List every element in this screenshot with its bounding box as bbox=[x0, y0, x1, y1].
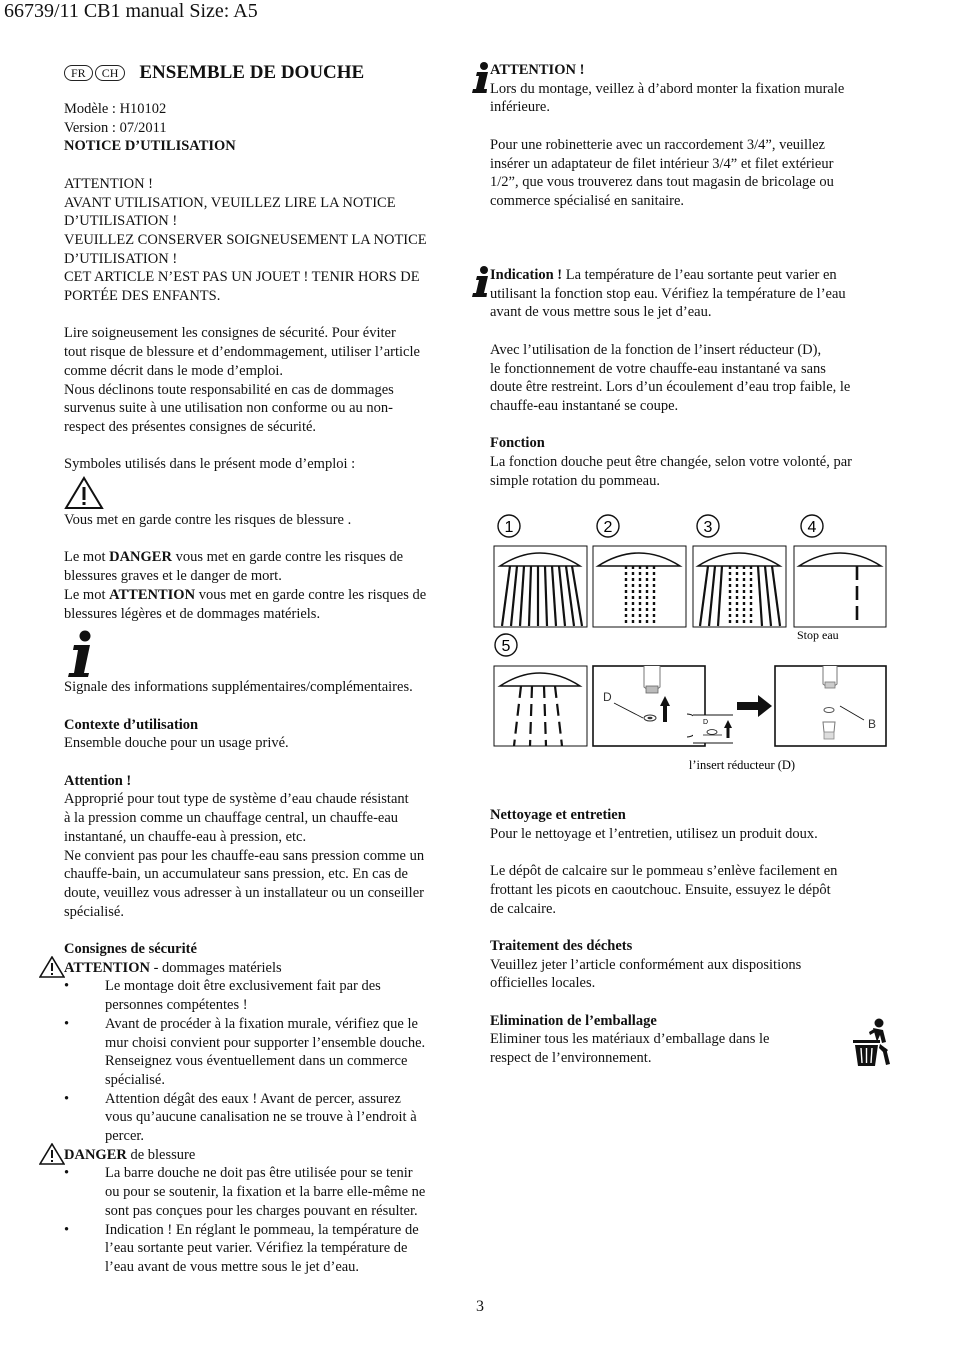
page-number: 3 bbox=[476, 1298, 484, 1315]
model: Modèle : H10102 bbox=[64, 101, 167, 117]
mode-panel-5 bbox=[494, 666, 587, 746]
page-title: ENSEMBLE DE DOUCHE bbox=[139, 62, 365, 83]
calcaire-line: frottant les picots en caoutchouc. Ensuite, essuyez le dépôt bbox=[490, 881, 831, 898]
safety-line: Nous déclinons toute responsabilité en cas de dommages bbox=[64, 381, 394, 398]
cleaning-heading: Nettoyage et entretien bbox=[490, 807, 626, 823]
attention-line: ATTENTION ! bbox=[64, 175, 153, 192]
badge-ch: CH bbox=[95, 65, 126, 81]
safety-line: comme décrit dans le mode d’emploi. bbox=[64, 362, 284, 379]
reducer-inset bbox=[687, 714, 733, 743]
mode-panel-1 bbox=[494, 546, 587, 627]
bullet-mark: • bbox=[64, 978, 70, 995]
svg-text:4: 4 bbox=[807, 519, 817, 536]
mode-number-1 bbox=[498, 515, 520, 537]
attention-material-row bbox=[64, 959, 464, 978]
reducer-result-panel bbox=[775, 666, 886, 746]
attention2-line: Ne convient pas pour les chauffe-eau sans pression comme un bbox=[64, 847, 425, 864]
attention-line: D’UTILISATION ! bbox=[64, 213, 178, 230]
svg-text:2: 2 bbox=[603, 519, 613, 536]
safety-line: respect des présentes consignes de sécurité. bbox=[64, 418, 317, 435]
attention2-line: doute, veuillez vous adresser à un installateur ou un conseiller bbox=[64, 884, 424, 901]
attention2-heading: Attention ! bbox=[64, 772, 132, 789]
attention-explain-2: blessures légères et de dommages matériels. bbox=[64, 605, 321, 622]
calcaire-line: de calcaire. bbox=[490, 900, 557, 917]
waste-line: officielles locales. bbox=[490, 975, 596, 992]
attention-heading: ATTENTION ! bbox=[490, 62, 585, 78]
attention-line: D’UTILISATION ! bbox=[64, 250, 178, 267]
warning-triangle-icon bbox=[64, 476, 104, 510]
packaging-heading: Elimination de l’emballage bbox=[490, 1012, 657, 1029]
badge-fr: FR bbox=[64, 65, 93, 81]
bullet-mark: • bbox=[64, 1015, 70, 1032]
trash-bin-icon bbox=[852, 1018, 892, 1068]
packaging-line: Eliminer tous les matériaux d’emballage dans le bbox=[490, 1031, 770, 1048]
safety-line: Lire soigneusement les consignes de sécurité. Pour éviter bbox=[64, 325, 396, 342]
bullet-mark: • bbox=[64, 1165, 70, 1182]
symbols-intro: Symboles utilisés dans le présent mode d’emploi : bbox=[64, 456, 356, 473]
figure-caption: l’insert réducteur (D) bbox=[688, 758, 796, 772]
adapter-line: 1/2”, que vous trouverez dans tout magasin de bricolage ou bbox=[490, 174, 834, 191]
danger-explain-2: blessures graves et le danger de mort. bbox=[64, 568, 282, 585]
context-heading: Contexte d’utilisation bbox=[64, 716, 199, 733]
mode-panel-2 bbox=[593, 546, 686, 627]
fonction-heading: Fonction bbox=[490, 435, 545, 452]
label-d: D bbox=[603, 690, 612, 704]
context-text: Ensemble douche pour un usage privé. bbox=[64, 735, 289, 752]
fonction-line: simple rotation du pommeau. bbox=[490, 472, 660, 489]
attention-explain-1: Le mot ATTENTION vous met en garde contre les risques de bbox=[64, 586, 427, 603]
attention-block bbox=[64, 175, 464, 306]
bullet-mark: • bbox=[64, 1090, 70, 1107]
list-item: • Le montage doit être exclusivement fait par des personnes compétentes ! bbox=[64, 978, 381, 1014]
shower-mode-figure bbox=[490, 510, 890, 775]
info-symbol-row bbox=[64, 623, 464, 678]
danger-explain-1: Le mot DANGER vous met en garde contre les risques de bbox=[64, 549, 404, 566]
mode-number-4 bbox=[801, 515, 823, 537]
list-item: • Indication ! En réglant le pommeau, la température de l’eau sortante peut varier. Vérifiez la température de l’eau avant de vous mettre sous le jet d’eau. bbox=[64, 1221, 419, 1275]
title-row bbox=[64, 60, 364, 86]
safety-block bbox=[64, 324, 464, 436]
attention-line: Lors du montage, veillez à d’abord monter la fixation murale bbox=[490, 80, 845, 97]
reducer-line: doute être restreint. Lors d’un écoulement d’eau trop faible, le bbox=[490, 379, 851, 396]
danger-word: DANGER bbox=[64, 1146, 127, 1163]
danger-injury-text: de blessure bbox=[126, 1146, 196, 1163]
indication-line: avant de vous mettre sous le jet d’eau. bbox=[490, 304, 712, 321]
warning-triangle-icon bbox=[39, 956, 65, 978]
info-i-icon bbox=[65, 629, 97, 677]
reducer-line: le fonctionnement de votre chauffe-eau instantané va sans bbox=[490, 360, 826, 377]
left-column bbox=[64, 100, 464, 1277]
stop-eau-label: Stop eau bbox=[797, 628, 839, 642]
version: Version : 07/2011 bbox=[64, 119, 167, 136]
attention-word: ATTENTION bbox=[64, 959, 150, 976]
info-symbol-text: Signale des informations supplémentaires/complémentaires. bbox=[64, 679, 413, 696]
adapter-line: commerce spécialisé en sanitaire. bbox=[490, 192, 685, 209]
attention-line: VEUILLEZ CONSERVER SOIGNEUSEMENT LA NOTICE bbox=[64, 231, 427, 248]
notice-heading: NOTICE D’UTILISATION bbox=[64, 138, 236, 155]
attention-material-text: - dommages matériels bbox=[149, 959, 282, 976]
svg-text:3: 3 bbox=[703, 519, 713, 536]
warning-triangle-icon bbox=[39, 1143, 65, 1165]
consignes-heading: Consignes de sécurité bbox=[64, 941, 197, 958]
page-header: 66739/11 CB1 manual Size: A5 bbox=[4, 0, 258, 22]
bullet-mark: • bbox=[64, 1221, 70, 1238]
bullet-list-a bbox=[64, 977, 464, 1145]
waste-line: Veuillez jeter l’article conformément aux dispositions bbox=[490, 956, 802, 973]
mode-panel-3 bbox=[693, 546, 786, 627]
arrow-right-icon bbox=[737, 695, 772, 717]
adapter-line: insérer un adaptateur de filet intérieur 3/4” et filet extérieur bbox=[490, 155, 834, 172]
safety-line: tout risque de blessure et d’endommagement, utiliser l’article bbox=[64, 344, 420, 361]
warning-symbol-row bbox=[64, 474, 464, 511]
mode-number-5 bbox=[495, 634, 517, 656]
indication-line: utilisant la fonction stop eau. Vérifiez la température de l’eau bbox=[490, 285, 846, 302]
label-b: B bbox=[868, 717, 877, 731]
attention2-line: spécialisé. bbox=[64, 903, 124, 920]
bullet-list-b bbox=[64, 1164, 464, 1276]
right-column-middle bbox=[490, 266, 900, 490]
calcaire-line: Le dépôt de calcaire sur le pommeau s’enlève facilement en bbox=[490, 863, 838, 880]
attention2-block bbox=[64, 790, 464, 921]
attention2-line: à la pression comme un chauffage central, un chauffe-eau bbox=[64, 810, 399, 827]
svg-text:1: 1 bbox=[504, 519, 514, 536]
cleaning-text: Pour le nettoyage et l’entretien, utilisez un produit doux. bbox=[490, 825, 818, 842]
fonction-line: La fonction douche peut être changée, selon votre volonté, par bbox=[490, 454, 852, 470]
mode-number-3 bbox=[697, 515, 719, 537]
danger-injury-row bbox=[64, 1146, 464, 1165]
info-i-icon bbox=[471, 61, 491, 93]
reducer-line: Avec l’utilisation de la fonction de l’insert réducteur (D), bbox=[490, 341, 822, 358]
label-d-small: D bbox=[703, 719, 709, 726]
mode-number-2 bbox=[597, 515, 619, 537]
safety-line: survenus suite à une utilisation non conforme ou au non- bbox=[64, 400, 394, 417]
adapter-line: Pour une robinetterie avec un raccordement 3/4”, veuillez bbox=[490, 136, 825, 153]
warn-symbol-text: Vous met en garde contre les risques de blessure . bbox=[64, 512, 352, 529]
list-item: • Attention dégât des eaux ! Avant de percer, assurez vous qu’aucune canalisation ne se trouve à l’endroit à percer. bbox=[64, 1090, 417, 1145]
list-item: • Avant de procéder à la fixation murale, vérifiez que le mur choisi convient pour supporter l’ensemble douche. Renseignez vous éventuellement dans un commerce spécialisé. bbox=[64, 1015, 426, 1088]
right-column-top bbox=[490, 61, 900, 211]
mode-panel-4 bbox=[794, 546, 886, 627]
attention2-line: instantané, un chauffe-eau à pression, etc. bbox=[64, 828, 307, 845]
waste-heading: Traitement des déchets bbox=[490, 937, 633, 954]
attention2-line: Approprié pour tout type de système d’eau chaude résistant bbox=[64, 791, 409, 808]
reducer-insert-panel bbox=[593, 666, 733, 746]
attention-line: inférieure. bbox=[490, 99, 550, 116]
reducer-line: chauffe-eau instantané se coupe. bbox=[490, 397, 679, 414]
indication-line: Indication ! La température de l’eau sortante peut varier en bbox=[490, 267, 837, 283]
list-item: • La barre douche ne doit pas être utilisée pour se tenir ou pour se soutenir, la fixation et la barre elle-même ne sont pas conçues pour les charges pouvant en résulter. bbox=[64, 1165, 426, 1219]
attention2-line: chauffe-bain, un accumulateur sans pression, etc. En cas de bbox=[64, 866, 408, 883]
attention-line: CET ARTICLE N’EST PAS UN JOUET ! TENIR HORS DE bbox=[64, 269, 420, 286]
attention-line: AVANT UTILISATION, VEUILLEZ LIRE LA NOTICE bbox=[64, 194, 396, 211]
attention-line: PORTÉE DES ENFANTS. bbox=[64, 288, 221, 305]
info-i-icon bbox=[471, 265, 491, 297]
right-column-bottom bbox=[490, 806, 900, 1068]
packaging-line: respect de l’environnement. bbox=[490, 1050, 652, 1067]
svg-text:5: 5 bbox=[501, 638, 511, 655]
